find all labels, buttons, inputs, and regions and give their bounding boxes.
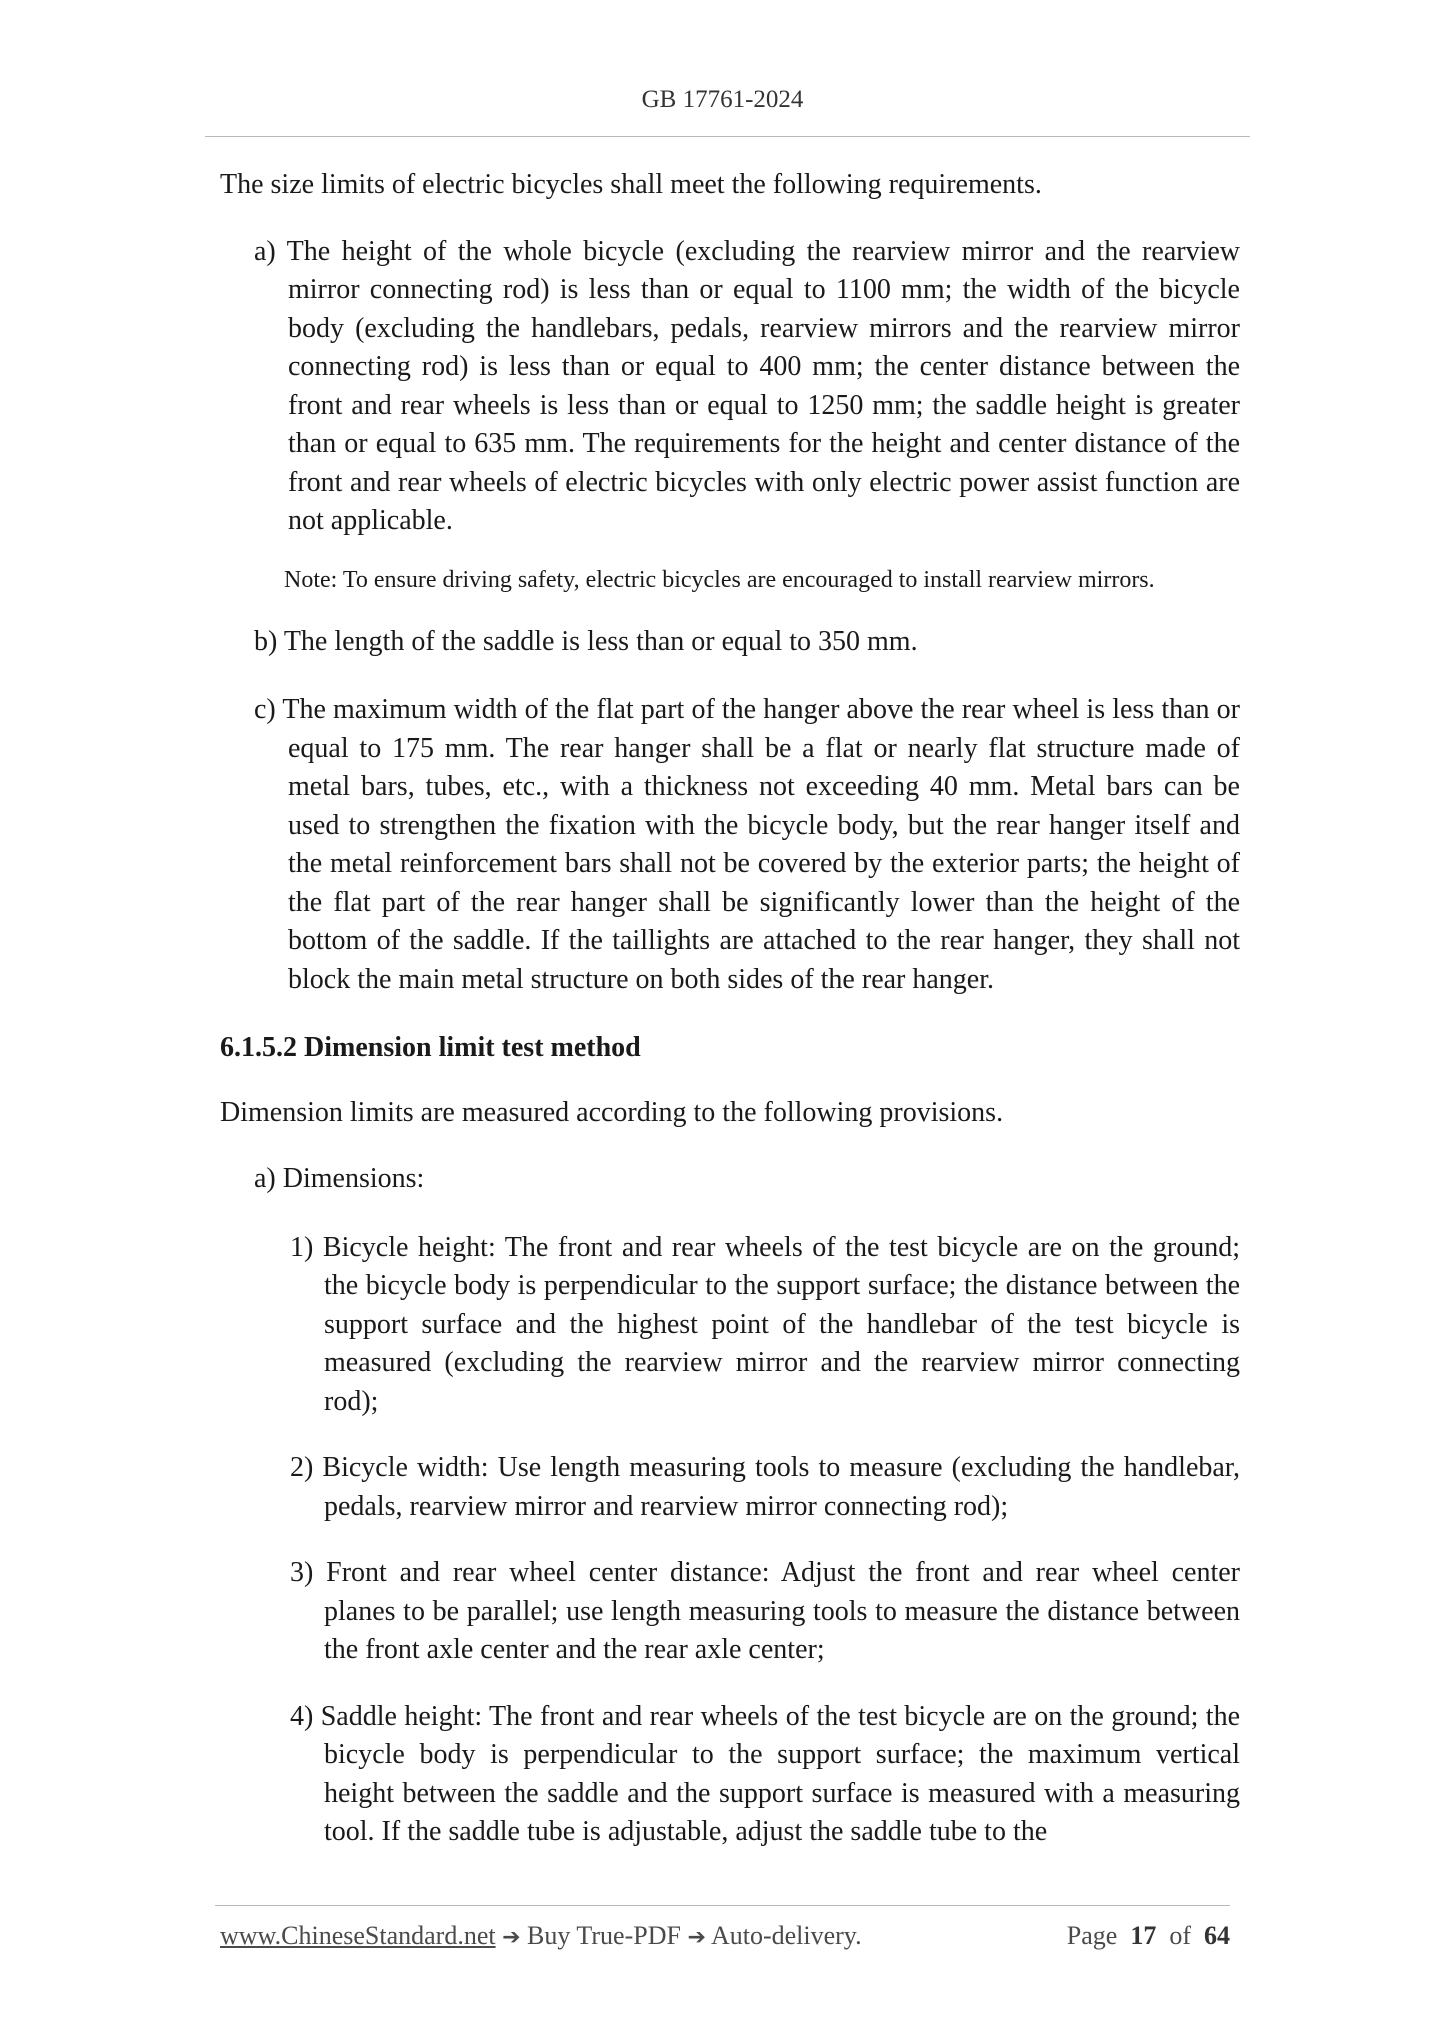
page-header — [0, 86, 1445, 114]
page-number — [1067, 1921, 1230, 1951]
dimensions-label: a) Dimensions: — [254, 1163, 425, 1194]
site-link[interactable]: www.ChineseStandard.net — [220, 1921, 496, 1950]
document-body — [220, 166, 1240, 1880]
requirement-item-a: a) The height of the whole bicycle (excluding the rearview mirror and the rearview mirror connecting rod) is less than or equal to 1100 mm; the width of the bicycle body (excluding the handlebars, pedals, rearview mirrors and the rearview mirror connecting rod) is less than or equal to 400 mm; the center distance between the front and rear wheels is less than or equal to 1250 mm; the saddle height is greater than or equal to 635 mm. The requirements for the height and center distance of the front and rear wheels of electric bicycles with only electric power assist function are not applicable. — [254, 235, 1240, 536]
page-of: of — [1169, 1921, 1191, 1950]
footer-promo — [220, 1921, 862, 1951]
sub-item-wheel-center-distance: 3) Front and rear wheel center distance: Adjust the front and rear wheel center planes to be parallel; use length measuring tools to measure the distance between the front axle center and the rear axle center; — [290, 1557, 1240, 1665]
auto-delivery-text: Auto-delivery. — [710, 1921, 862, 1950]
sub-item-bicycle-height: 1) Bicycle height: The front and rear wheels of the test bicycle are on the ground; the bicycle body is perpendicular to the support surface; the distance between the support surface and the highest point of the handlebar of the test bicycle is measured (excluding the rearview mirror and the rearview mirror connecting rod); — [290, 1231, 1240, 1417]
sub-item-bicycle-width: 2) Bicycle width: Use length measuring tools to measure (excluding the handlebar, pedals, rearview mirror and rearview mirror connecting rod); — [290, 1452, 1240, 1522]
arrow-right-icon: ➔ — [502, 1925, 521, 1950]
requirement-item-c: c) The maximum width of the flat part of the hanger above the rear wheel is less than or equal to 175 mm. The rear hanger shall be a flat or nearly flat structure made of metal bars, tubes, etc., with a thickness not exceeding 40 mm. Metal bars can be used to strengthen the fixation with the bicycle body, but the rear hanger itself and the metal reinforcement bars shall not be covered by the exterior parts; the height of the flat part of the rear hanger shall be significantly lower than the height of the bottom of the saddle. If the taillights are attached to the rear hanger, they shall not block the main metal structure on both sides of the rear hanger. — [254, 694, 1240, 995]
arrow-right-icon: ➔ — [687, 1925, 706, 1950]
note-paragraph: Note: To ensure driving safety, electric bicycles are encouraged to install rearview mirrors. — [284, 566, 1155, 593]
page-label: Page — [1066, 1921, 1118, 1950]
buy-true-pdf-text: Buy True-PDF — [527, 1921, 681, 1950]
page-current: 17 — [1130, 1921, 1157, 1950]
requirement-item-b: b) The length of the saddle is less than or equal to 350 mm. — [254, 625, 918, 657]
standard-id: GB 17761-2024 — [641, 86, 804, 113]
section-intro: Dimension limits are measured according to the following provisions. — [220, 1096, 1004, 1128]
page-total: 64 — [1204, 1921, 1230, 1950]
intro-paragraph: The size limits of electric bicycles shall meet the following requirements. — [220, 169, 1042, 200]
section-heading: 6.1.5.2 Dimension limit test method — [220, 1032, 641, 1063]
header-divider — [205, 136, 1250, 137]
footer-divider — [215, 1905, 1230, 1906]
sub-item-saddle-height: 4) Saddle height: The front and rear wheels of the test bicycle are on the ground; the bicycle body is perpendicular to the support surface; the maximum vertical height between the saddle and the support surface is measured with a measuring tool. If the saddle tube is adjustable, adjust the saddle tube to the — [290, 1700, 1240, 1847]
